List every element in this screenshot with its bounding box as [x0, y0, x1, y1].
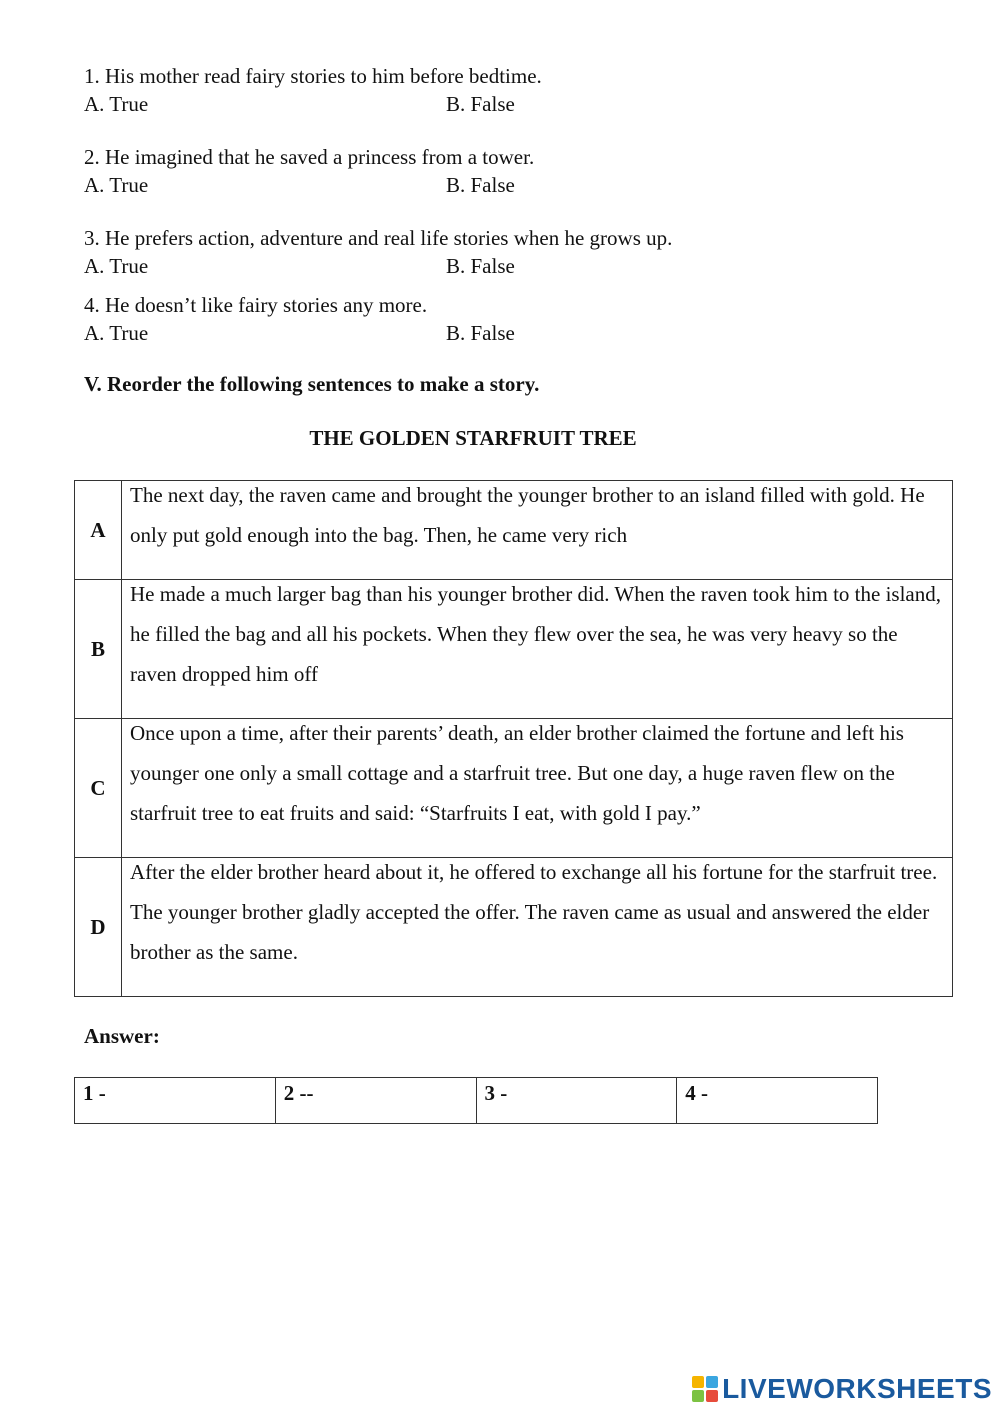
- row-letter: A: [75, 481, 122, 580]
- sentence-text: The next day, the raven came and brought the younger brother to an island filled with gold. He only put gold enough into the bag. Then, he came very rich: [130, 483, 925, 547]
- answer-slot-3[interactable]: 3 -: [476, 1078, 677, 1124]
- option-true[interactable]: A. True: [84, 173, 149, 197]
- table-row: [75, 481, 953, 580]
- option-false[interactable]: B. False: [446, 254, 515, 278]
- liveworksheets-logo-icon: [692, 1376, 718, 1402]
- option-true[interactable]: A. True: [84, 254, 149, 278]
- question-stem: 4. He doesn’t like fairy stories any more.: [84, 293, 428, 317]
- sentence-text: He made a much larger bag than his younger brother did. When the raven took him to the island, he filled the bag and all his pockets. When they flew over the sea, he was very heavy so the raven dropped him off: [130, 582, 942, 686]
- brand-text: LIVEWORKSHEETS: [722, 1373, 992, 1404]
- section-heading: V. Reorder the following sentences to make a story.: [84, 372, 540, 396]
- question-2: [84, 143, 534, 199]
- table-row: [75, 719, 953, 858]
- question-3: [84, 224, 672, 280]
- row-letter: D: [75, 858, 122, 997]
- row-letter: C: [75, 719, 122, 858]
- question-stem: 2. He imagined that he saved a princess from a tower.: [84, 145, 535, 169]
- table-row: [75, 858, 953, 997]
- table-row: [75, 580, 953, 719]
- table-row: [75, 1078, 878, 1124]
- row-sentence: [122, 481, 953, 580]
- answer-slot-4[interactable]: 4 -: [677, 1078, 878, 1124]
- row-sentence: [122, 719, 953, 858]
- row-sentence: [122, 580, 953, 719]
- answer-slot-1[interactable]: 1 -: [75, 1078, 276, 1124]
- option-false[interactable]: B. False: [446, 321, 515, 345]
- answer-table: [74, 1077, 878, 1124]
- story-sentences-table: [74, 480, 953, 997]
- row-sentence: [122, 858, 953, 997]
- question-1: [84, 62, 542, 118]
- answer-slot-2[interactable]: 2 --: [275, 1078, 476, 1124]
- row-letter: B: [75, 580, 122, 719]
- option-true[interactable]: A. True: [84, 92, 149, 116]
- question-4: [84, 291, 515, 347]
- option-false[interactable]: B. False: [446, 92, 515, 116]
- question-stem: 3. He prefers action, adventure and real life stories when he grows up.: [84, 226, 673, 250]
- option-true[interactable]: A. True: [84, 321, 149, 345]
- story-title: THE GOLDEN STARFRUIT TREE: [309, 426, 637, 450]
- answer-label: Answer:: [84, 1024, 160, 1048]
- brand-watermark: [692, 1373, 992, 1405]
- option-false[interactable]: B. False: [446, 173, 515, 197]
- sentence-text: After the elder brother heard about it, he offered to exchange all his fortune for the starfruit tree. The younger brother gladly accepted the offer. The raven came as usual and answered the elder brother as the same.: [130, 860, 938, 964]
- question-stem: 1. His mother read fairy stories to him before bedtime.: [84, 64, 542, 88]
- sentence-text: Once upon a time, after their parents’ death, an elder brother claimed the fortune and left his younger one only a small cottage and a starfruit tree. But one day, a huge raven flew on the starfruit tree to eat fruits and said: “Starfruits I eat, with gold I pay.”: [130, 721, 904, 825]
